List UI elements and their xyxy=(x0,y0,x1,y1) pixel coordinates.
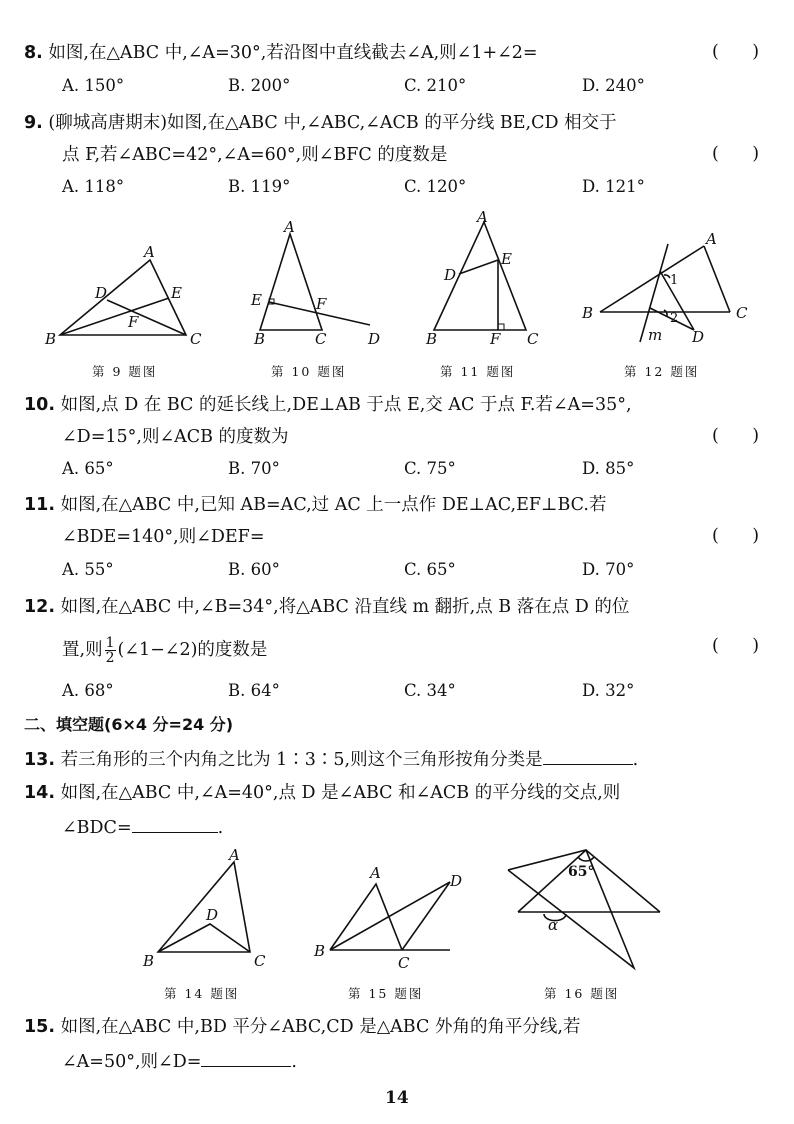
fig14-label-b: B xyxy=(143,952,155,970)
q12-text-line2 xyxy=(62,636,267,665)
q12-fraction-numerator: 1 xyxy=(105,635,115,651)
figure-14 xyxy=(138,842,278,972)
q14-answer-blank[interactable] xyxy=(132,816,218,833)
q13-answer-blank[interactable] xyxy=(543,748,633,765)
fig9-label-c: C xyxy=(190,330,202,348)
q9-number: 9. xyxy=(24,113,43,133)
fig15-label-c: C xyxy=(398,954,410,972)
q15-number: 15. xyxy=(24,1017,56,1037)
q11-option-d[interactable]: D. 70° xyxy=(582,560,635,579)
q12-text-pre: 置,则 xyxy=(62,640,103,660)
caption-fig15: 第 15 题图 xyxy=(348,986,424,1001)
fig12-angle-1: 1 xyxy=(670,273,679,288)
fig10-label-b: B xyxy=(254,330,266,348)
q11-text-line1: 如图,在△ABC 中,已知 AB=AC,过 AC 上一点作 DE⊥AC,EF⊥BC.若 xyxy=(60,495,607,515)
q9-text-line2: 点 F,若∠ABC=42°,∠A=60°,则∠BFC 的度数是 xyxy=(62,145,448,165)
q14-line2 xyxy=(62,816,223,839)
q11-text-line2: ∠BDE=140°,则∠DEF= xyxy=(62,527,265,547)
fig14-label-d: D xyxy=(206,906,219,924)
q14-line1 xyxy=(24,782,620,804)
fig16-angle-alpha: α xyxy=(548,916,559,934)
q10-number: 10. xyxy=(24,395,56,415)
q15-text-line2: ∠A=50°,则∠D= xyxy=(62,1052,202,1072)
q11-line1 xyxy=(24,494,606,516)
fig16-angle-65: 65° xyxy=(568,864,595,880)
fig12-label-b: B xyxy=(582,304,594,322)
fig9-label-f: F xyxy=(128,313,139,331)
q8-option-b[interactable]: B. 200° xyxy=(228,76,291,95)
caption-fig16: 第 16 题图 xyxy=(544,986,620,1001)
fig11-label-d: D xyxy=(444,266,457,284)
fig9-label-d: D xyxy=(95,284,108,302)
figure-16 xyxy=(498,840,678,980)
figure-9 xyxy=(40,238,220,348)
q12-option-d[interactable]: D. 32° xyxy=(582,681,635,700)
fig11-label-b: B xyxy=(426,330,438,348)
figure-11 xyxy=(424,208,554,348)
q14-text-line2: ∠BDC= xyxy=(62,818,132,838)
q12-fraction-denominator: 2 xyxy=(105,650,115,666)
page-number: 14 xyxy=(385,1088,409,1108)
q13-text: 若三角形的三个内角之比为 1∶3∶5,则这个三角形按角分类是 xyxy=(60,750,543,770)
q15-answer-blank[interactable] xyxy=(201,1050,291,1067)
q10-answer-paren[interactable]: ( ) xyxy=(712,426,760,446)
q13-line xyxy=(24,748,638,771)
q14-text-line1: 如图,在△ABC 中,∠A=40°,点 D 是∠ABC 和∠ACB 的平分线的交点,则 xyxy=(60,783,621,803)
fig15-label-a: A xyxy=(370,864,381,882)
fig12-label-a: A xyxy=(706,230,717,248)
q8-line xyxy=(24,42,538,64)
fig10-label-a: A xyxy=(284,218,295,236)
q8-option-c[interactable]: C. 210° xyxy=(404,76,467,95)
q12-text-line1: 如图,在△ABC 中,∠B=34°,将△ABC 沿直线 m 翻折,点 B 落在点 D 的位 xyxy=(60,597,630,617)
caption-fig14: 第 14 题图 xyxy=(164,986,240,1001)
fig15-label-d: D xyxy=(450,872,463,890)
q10-option-a[interactable]: A. 65° xyxy=(62,459,114,478)
caption-fig11: 第 11 题图 xyxy=(440,364,516,379)
figure-12 xyxy=(578,224,758,348)
q9-text-line1: (聊城高唐期末)如图,在△ABC 中,∠ABC,∠ACB 的平分线 BE,CD 相交于 xyxy=(48,113,617,133)
fig10-label-f: F xyxy=(316,295,327,313)
q8-text: 如图,在△ABC 中,∠A=30°,若沿图中直线截去∠A,则∠1+∠2= xyxy=(48,43,538,63)
fig9-label-e: E xyxy=(171,284,182,302)
q10-option-d[interactable]: D. 85° xyxy=(582,459,635,478)
q12-option-a[interactable]: A. 68° xyxy=(62,681,114,700)
q8-answer-paren[interactable]: ( ) xyxy=(712,42,760,62)
fig12-label-c: C xyxy=(736,304,748,322)
q12-option-b[interactable]: B. 64° xyxy=(228,681,280,700)
q12-line1 xyxy=(24,596,629,618)
fig9-label-b: B xyxy=(45,330,57,348)
q10-option-c[interactable]: C. 75° xyxy=(404,459,456,478)
q10-line1 xyxy=(24,394,632,416)
fig11-label-f: F xyxy=(490,330,501,348)
fig12-label-m: m xyxy=(648,326,663,344)
q11-option-c[interactable]: C. 65° xyxy=(404,560,456,579)
q11-option-b[interactable]: B. 60° xyxy=(228,560,280,579)
caption-fig12: 第 12 题图 xyxy=(624,364,700,379)
fig10-label-e: E xyxy=(251,291,262,309)
q12-number: 12. xyxy=(24,597,56,617)
fig14-label-c: C xyxy=(254,952,266,970)
q15-text-line1: 如图,在△ABC 中,BD 平分∠ABC,CD 是△ABC 外角的角平分线,若 xyxy=(60,1017,581,1037)
q9-option-b[interactable]: B. 119° xyxy=(228,177,291,196)
q9-option-a[interactable]: A. 118° xyxy=(62,177,125,196)
caption-fig9: 第 9 题图 xyxy=(92,364,158,379)
q12-option-c[interactable]: C. 34° xyxy=(404,681,456,700)
fig15-label-b: B xyxy=(314,942,326,960)
q10-text-line2: ∠D=15°,则∠ACB 的度数为 xyxy=(62,427,289,447)
q8-option-a[interactable]: A. 150° xyxy=(62,76,125,95)
q15-period: . xyxy=(291,1052,297,1072)
fig11-label-e: E xyxy=(501,250,512,268)
q14-number: 14. xyxy=(24,783,56,803)
q8-option-d[interactable]: D. 240° xyxy=(582,76,645,95)
q12-text-post: (∠1−∠2)的度数是 xyxy=(117,640,268,660)
q12-fraction xyxy=(105,636,116,665)
q9-option-c[interactable]: C. 120° xyxy=(404,177,467,196)
fig12-label-d: D xyxy=(692,328,705,346)
q11-answer-paren[interactable]: ( ) xyxy=(712,526,760,546)
fig9-label-a: A xyxy=(144,243,155,261)
q15-line1 xyxy=(24,1016,581,1038)
q11-option-a[interactable]: A. 55° xyxy=(62,560,114,579)
fig11-label-a: A xyxy=(477,208,488,226)
fig12-angle-2: 2 xyxy=(670,311,679,326)
q13-period: . xyxy=(632,750,639,770)
fig10-label-d: D xyxy=(368,330,381,348)
q9-option-d[interactable]: D. 121° xyxy=(582,177,645,196)
section-heading: 二、填空题(6×4 分=24 分) xyxy=(24,715,234,734)
fig11-label-c: C xyxy=(527,330,539,348)
fig14-label-a: A xyxy=(229,846,240,864)
figure-10 xyxy=(238,220,398,348)
fig10-label-c: C xyxy=(315,330,327,348)
q9-answer-paren[interactable]: ( ) xyxy=(712,144,760,164)
q10-option-b[interactable]: B. 70° xyxy=(228,459,280,478)
q10-text-line1: 如图,点 D 在 BC 的延长线上,DE⊥AB 于点 E,交 AC 于点 F.若∠A=35°, xyxy=(60,395,632,415)
q12-answer-paren[interactable]: ( ) xyxy=(712,636,760,656)
caption-fig10: 第 10 题图 xyxy=(271,364,347,379)
q9-line1 xyxy=(24,112,617,134)
q15-line2 xyxy=(62,1050,297,1073)
figure-15 xyxy=(310,862,480,972)
q14-period: . xyxy=(217,818,224,838)
q11-number: 11. xyxy=(24,495,56,515)
q8-number: 8. xyxy=(24,43,43,63)
q13-number: 13. xyxy=(24,750,56,770)
